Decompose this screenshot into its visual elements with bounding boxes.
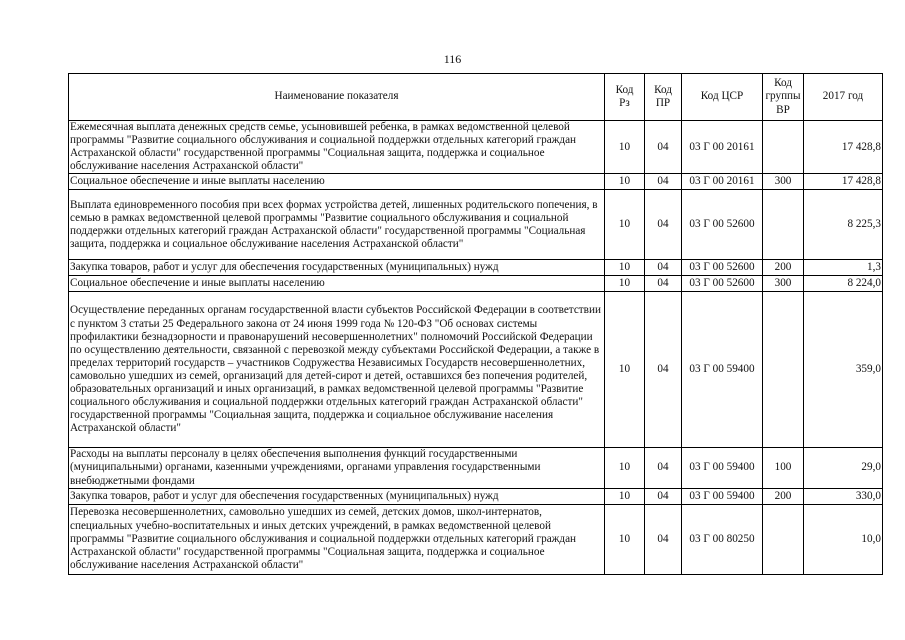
- table-row: [69, 276, 883, 292]
- header-pr: Код ПР: [645, 74, 682, 121]
- row-pr: 04: [645, 121, 682, 174]
- row-rz: 10: [605, 260, 645, 276]
- table-row: [69, 488, 883, 504]
- row-pr: 04: [645, 488, 682, 504]
- header-row: [69, 74, 883, 121]
- row-vr: 200: [763, 488, 804, 504]
- table-row: [69, 504, 883, 574]
- row-vr: 300: [763, 174, 804, 190]
- row-csr: 03 Г 00 52600: [682, 190, 763, 260]
- row-csr: 03 Г 00 80250: [682, 504, 763, 574]
- row-pr: 04: [645, 260, 682, 276]
- row-name: Осуществление переданных органам государственной власти субъектов Российской Федерации в соответствии с пунктом 3 статьи 25 Федерального закона от 24 июня 1999 года № 120-ФЗ "Об основах системы профилактики безнадзорности и правонарушений несовершеннолетних" полномочий Российской Федерации по осуществлению деятельности, связанной с перевозкой между субъектами Российской Федерации, а также в пределах территорий государств – участников Содружества Независимых Государств несовершеннолетних, самовольно ушедших из семей, организаций для детей-сирот и детей, оставшихся без попечения родителей, образовательных организаций и иных организаций, в рамках ведомственной целевой программы "Развитие социального обслуживания и социальной поддержки отдельных категорий граждан Астраханской области" государственной программы "Социальная защита, поддержка и социальное обслуживание населения Астраханской области": [69, 292, 605, 448]
- row-name: Ежемесячная выплата денежных средств семье, усыновившей ребенка, в рамках ведомственной целевой программы "Развитие социального обслуживания и социальной поддержки отдельных категорий граждан Астраханской области" государственной программы "Социальная защита, поддержка и социальное обслуживание населения Астраханской области": [69, 121, 605, 174]
- row-csr: 03 Г 00 20161: [682, 174, 763, 190]
- row-rz: 10: [605, 174, 645, 190]
- row-pr: 04: [645, 190, 682, 260]
- row-amount: 359,0: [804, 292, 883, 448]
- row-name: Закупка товаров, работ и услуг для обеспечения государственных (муниципальных) нужд: [69, 260, 605, 276]
- row-amount: 1,3: [804, 260, 883, 276]
- row-vr: [763, 504, 804, 574]
- row-vr: 200: [763, 260, 804, 276]
- row-rz: 10: [605, 488, 645, 504]
- row-csr: 03 Г 00 59400: [682, 488, 763, 504]
- row-amount: 330,0: [804, 488, 883, 504]
- table-row: [69, 190, 883, 260]
- row-pr: 04: [645, 174, 682, 190]
- row-amount: 8 225,3: [804, 190, 883, 260]
- row-name: Социальное обеспечение и иные выплаты населению: [69, 276, 605, 292]
- row-csr: 03 Г 00 52600: [682, 276, 763, 292]
- row-rz: 10: [605, 190, 645, 260]
- row-vr: 300: [763, 276, 804, 292]
- row-amount: 17 428,8: [804, 121, 883, 174]
- table-row: [69, 174, 883, 190]
- row-name: Закупка товаров, работ и услуг для обеспечения государственных (муниципальных) нужд: [69, 488, 605, 504]
- row-amount: 10,0: [804, 504, 883, 574]
- table-row: [69, 448, 883, 488]
- row-amount: 8 224,0: [804, 276, 883, 292]
- row-name: Перевозка несовершеннолетних, самовольно ушедших из семей, детских домов, школ-интернатов, специальных учебно-воспитательных и иных детских учреждений, в рамках ведомственной целевой программы "Развитие социального обслуживания и социальной поддержки отдельных категорий граждан Астраханской области" государственной программы "Социальная защита, поддержка и социальное обслуживание населения Астраханской области": [69, 504, 605, 574]
- page-number: 116: [443, 52, 462, 66]
- header-rz: Код Рз: [605, 74, 645, 121]
- row-pr: 04: [645, 448, 682, 488]
- table-row: [69, 292, 883, 448]
- row-pr: 04: [645, 504, 682, 574]
- row-vr: [763, 292, 804, 448]
- row-name: Расходы на выплаты персоналу в целях обеспечения выполнения функций государственными (муниципальными) органами, казенными учреждениями, органами управления государственными внебюджетными фондами: [69, 448, 605, 488]
- header-year: 2017 год: [804, 74, 883, 121]
- row-amount: 29,0: [804, 448, 883, 488]
- row-csr: 03 Г 00 52600: [682, 260, 763, 276]
- row-name: Социальное обеспечение и иные выплаты населению: [69, 174, 605, 190]
- budget-table: [68, 73, 883, 575]
- row-rz: 10: [605, 292, 645, 448]
- row-vr: 100: [763, 448, 804, 488]
- row-name: Выплата единовременного пособия при всех формах устройства детей, лишенных родительского попечения, в семью в рамках ведомственной целевой программы "Развитие социального обслуживания и социальной поддержки отдельных категорий граждан Астраханской области" государственной программы "Социальная защита, поддержка и социальное обслуживание населения Астраханской области": [69, 190, 605, 260]
- header-name: Наименование показателя: [69, 74, 605, 121]
- row-csr: 03 Г 00 20161: [682, 121, 763, 174]
- row-pr: 04: [645, 276, 682, 292]
- row-csr: 03 Г 00 59400: [682, 448, 763, 488]
- table-row: [69, 121, 883, 174]
- row-rz: 10: [605, 448, 645, 488]
- header-vr: Код группы ВР: [763, 74, 804, 121]
- row-vr: [763, 121, 804, 174]
- header-csr: Код ЦСР: [682, 74, 763, 121]
- row-rz: 10: [605, 121, 645, 174]
- row-rz: 10: [605, 276, 645, 292]
- row-rz: 10: [605, 504, 645, 574]
- row-pr: 04: [645, 292, 682, 448]
- row-csr: 03 Г 00 59400: [682, 292, 763, 448]
- table-row: [69, 260, 883, 276]
- row-amount: 17 428,8: [804, 174, 883, 190]
- row-vr: [763, 190, 804, 260]
